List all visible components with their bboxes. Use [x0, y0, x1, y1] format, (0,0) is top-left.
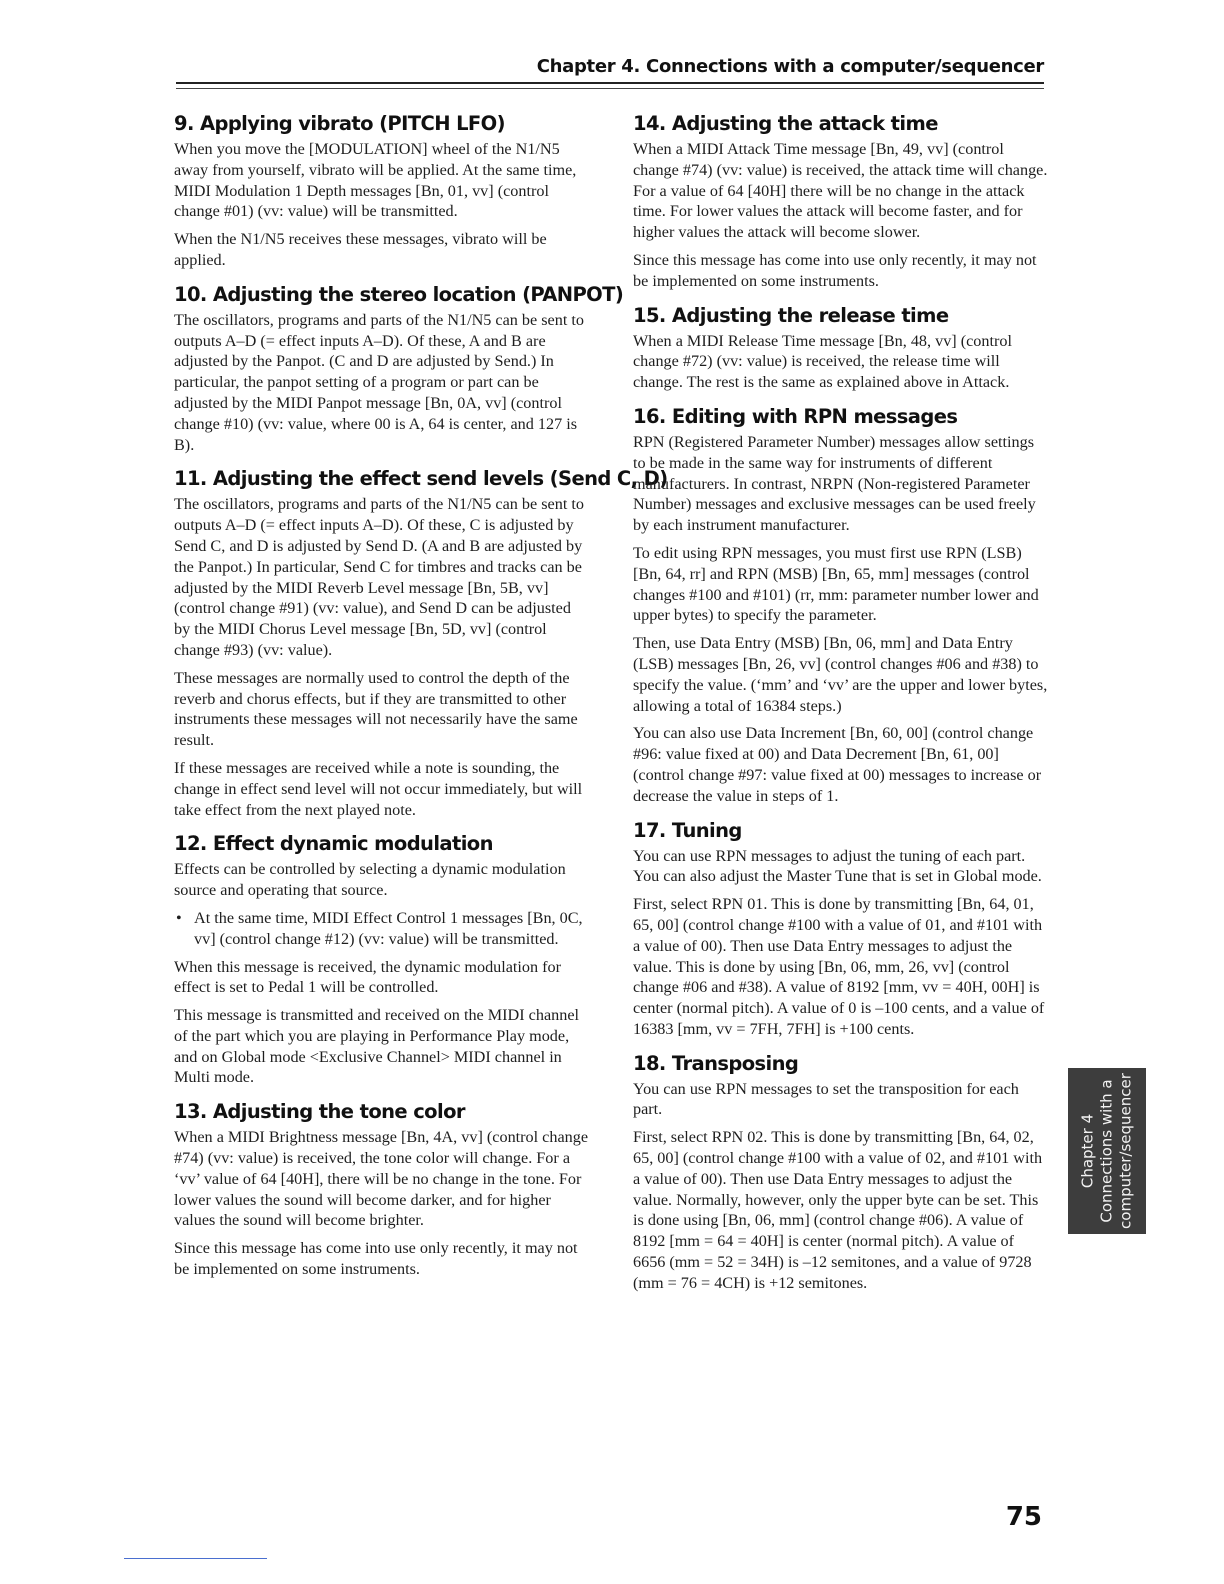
chapter-title: Chapter 4. Connections with a computer/sequencer: [536, 56, 1044, 77]
section-heading: 17. Tuning: [633, 818, 742, 842]
paragraph: The oscillators, programs and parts of the N1/N5 can be sent to outputs A–D (= effect inputs A–D). Of these, A and B are adjusted by the Panpot. (C and D are adjusted by Send.) In particular, the panpot setting of a program or part can be adjusted by the MIDI Panpot message [Bn, 0A, vv] (control change #10) (vv: value, where 00 is A, 64 is center, and 127 is B).: [174, 310, 584, 454]
paragraph: This message is transmitted and received on the MIDI channel of the part which you are playing in Performance Play mode, and on Global mode <Exclusive Channel> MIDI channel in Multi mode.: [174, 1006, 580, 1087]
chapter-side-tab: [1068, 1068, 1146, 1234]
paragraph: First, select RPN 01. This is done by transmitting [Bn, 64, 01, 65, 00] (control change #100 with a value of 01, and #101 with a value of 00). Then use Data Entry messages to adjust the value. This is done by using [Bn, 06, mm, 26, vv] (control change #06 and #38). A value of 8192 [mm, vv = 40H, 00H] is center (normal pitch). A value of 0 is –100 cents, and a value of 16383 [mm, vv = 7FH, 7FH] is +100 cents.: [633, 895, 1045, 1038]
paragraph: Since this message has come into use only recently, it may not be implemented on some instruments.: [633, 250, 1037, 290]
section-10: [174, 282, 624, 456]
paragraph: When the N1/N5 receives these messages, vibrato will be applied.: [174, 230, 547, 269]
section-16: [633, 405, 1048, 807]
bullet-dot: •: [176, 908, 182, 927]
section-heading: 10. Adjusting the stereo location (PANPOT): [174, 282, 624, 306]
section-17: [633, 819, 1048, 1040]
paragraph: When a MIDI Brightness message [Bn, 4A, vv] (control change #74) (vv: value) is received, the tone color will change. For a ‘vv’ value of 64 [40H], there will be no change in the tone. For lower values the sound will become darker, and for higher values the sound will become brighter.: [174, 1128, 589, 1230]
left-column: [174, 112, 668, 1292]
side-tab-line: Connections with a: [1097, 1079, 1116, 1223]
section-11: [174, 467, 668, 820]
page-number: 75: [1005, 1502, 1042, 1532]
section-heading: 12. Effect dynamic modulation: [174, 832, 493, 856]
paragraph: If these messages are received while a note is sounding, the change in effect send level will not occur immediately, but will take effect from the next played note.: [174, 758, 583, 819]
bullet-text: At the same time, MIDI Effect Control 1 messages [Bn, 0C, vv] (control change #12) (vv: value) will be transmitted.: [194, 908, 583, 948]
section-heading: 16. Editing with RPN messages: [633, 404, 958, 428]
paragraph: These messages are normally used to control the depth of the reverb and chorus effects, but if they are transmitted to other instruments these messages will not necessarily have the same result.: [174, 668, 578, 750]
paragraph: To edit using RPN messages, you must first use RPN (LSB) [Bn, 64, rr] and RPN (MSB) [Bn, 65, mm] messages (control changes #100 and #101) (rr, mm: parameter number lower and upper bytes) to specify the parameter.: [633, 543, 1039, 625]
footer-line: [124, 1558, 267, 1559]
section-18: [633, 1052, 1048, 1294]
paragraph: Then, use Data Entry (MSB) [Bn, 06, mm] and Data Entry (LSB) messages [Bn, 26, vv] (control changes #06 and #38) to specify the value. (‘mm’ and ‘vv’ are the upper and lower bytes, allowing a total of 16384 steps.): [633, 634, 1048, 715]
section-heading: 11. Adjusting the effect send levels (Send C, D): [174, 467, 668, 491]
paragraph: When a MIDI Attack Time message [Bn, 49, vv] (control change #74) (vv: value) is received, the attack time will change. For a value of 64 [40H] there will be no change in the attack time. For lower values the attack will become faster, and for higher values the attack will become slower.: [633, 140, 1048, 242]
section-heading: 18. Transposing: [633, 1051, 799, 1075]
section-heading: 13. Adjusting the tone color: [174, 1100, 465, 1124]
section-13: [174, 1100, 589, 1280]
bullet-item: [174, 908, 589, 950]
section-heading: 15. Adjusting the release time: [633, 303, 949, 327]
side-tab-line: computer/sequencer: [1116, 1073, 1135, 1229]
section-9: [174, 112, 589, 271]
paragraph: RPN (Registered Parameter Number) messages allow settings to be made in the same way for instruments of different manufacturers. In contrast, NRPN (Non-registered Parameter Number) messages and exclusive messages can be used freely by each instrument manufacturer.: [633, 432, 1036, 535]
right-column: [633, 112, 1048, 1306]
side-tab-line: Chapter 4: [1078, 1113, 1097, 1189]
paragraph: You can use RPN messages to set the transposition for each part.: [633, 1079, 1019, 1119]
paragraph: You can also use Data Increment [Bn, 60, 00] (control change #96: value fixed at 00) and Data Decrement [Bn, 61, 00] (control change #97: value fixed at 00) messages to increase or decrease the value in steps of 1.: [633, 724, 1042, 805]
section-12: [174, 832, 589, 1088]
section-heading: 9. Applying vibrato (PITCH LFO): [174, 112, 505, 135]
paragraph: You can use RPN messages to adjust the tuning of each part. You can also adjust the Master Tune that is set in Global mode.: [633, 846, 1042, 886]
section-heading: 14. Adjusting the attack time: [633, 112, 938, 135]
paragraph: Effects can be controlled by selecting a dynamic modulation source and operating that source.: [174, 860, 566, 900]
paragraph: The oscillators, programs and parts of the N1/N5 can be sent to outputs A–D (= effect inputs A–D). Of these, C is adjusted by Send C, and D is adjusted by Send D. (A and B are adjusted by the Panpot.) In particular, Send C for timbres and tracks can be adjusted by the MIDI Reverb Level message [Bn, 5B, vv] (control change #91) (vv: value), and Send D can be adjusted by the MIDI Chorus Level message [Bn, 5D, vv] (control change #93) (vv: value).: [174, 495, 584, 659]
paragraph: When this message is received, the dynamic modulation for effect is set to Pedal 1 will be controlled.: [174, 957, 562, 997]
header-rule-thick: [176, 82, 1044, 84]
paragraph: When you move the [MODULATION] wheel of the N1/N5 away from yourself, vibrato will be applied. At the same time, MIDI Modulation 1 Depth messages [Bn, 01, vv] (control change #01) (vv: value) will be transmitted.: [174, 140, 577, 221]
side-tab-text: [1079, 1068, 1136, 1234]
paragraph: Since this message has come into use only recently, it may not be implemented on some instruments.: [174, 1239, 578, 1279]
paragraph: First, select RPN 02. This is done by transmitting [Bn, 64, 02, 65, 00] (control change #100 with a value of 02, and #101 with a value of 00). Then use Data Entry messages to adjust the value. Normally, however, only the upper byte can be set. This is done using [Bn, 06, mm] (control change #06). A value of 8192 [mm = 64 = 40H] is center (normal pitch). A value of 6656 (mm = 52 = 34H) is –12 semitones, and a value of 9728 (mm = 76 = 4CH) is +12 semitones.: [633, 1128, 1043, 1292]
header-rule-thin: [176, 88, 1044, 89]
paragraph: When a MIDI Release Time message [Bn, 48, vv] (control change #72) (vv: value) is received, the release time will change. The rest is the same as explained above in Attack.: [633, 331, 1012, 392]
section-14: [633, 112, 1048, 292]
section-15: [633, 304, 1048, 393]
